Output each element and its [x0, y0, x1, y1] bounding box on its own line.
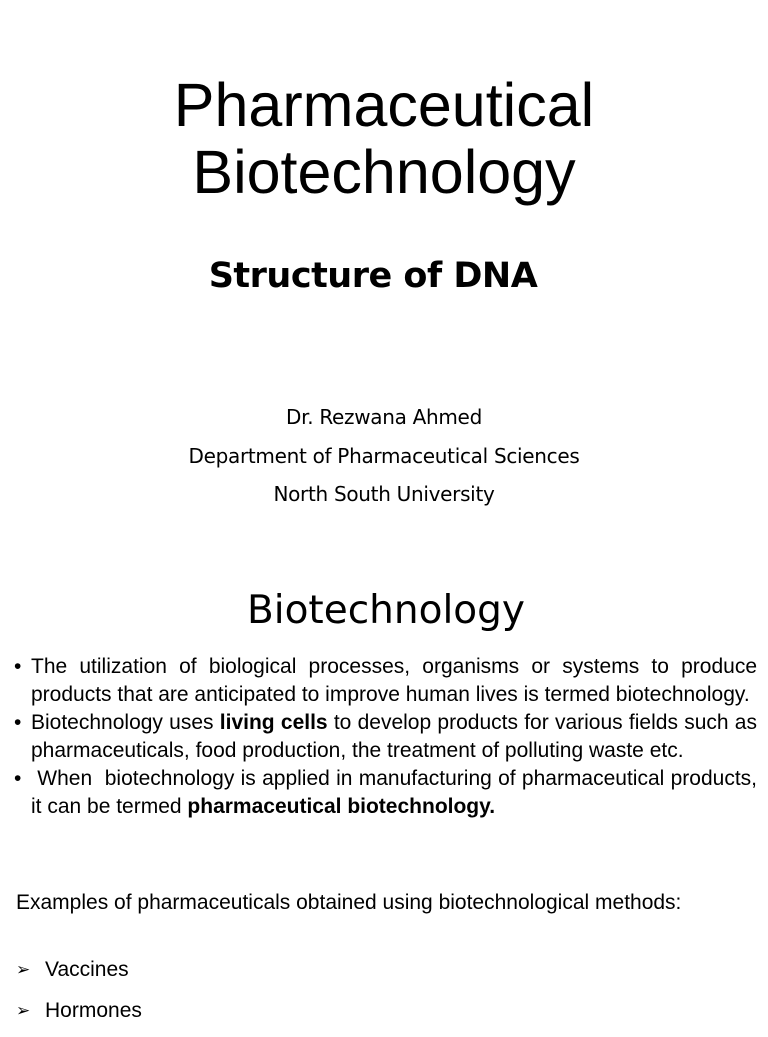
bullet-text-bold: living cells — [219, 711, 328, 734]
author-block — [0, 398, 768, 514]
bullet-text-pre: Biotechnology uses — [31, 711, 220, 734]
list-item — [16, 996, 142, 1037]
bullet-list — [14, 653, 763, 821]
list-item — [16, 955, 142, 996]
title-line-1: Pharmaceutical — [173, 71, 595, 139]
arrow-bullet-icon: ➢ — [16, 1001, 31, 1021]
author-university: North South University — [273, 482, 495, 506]
bullet-item — [14, 709, 757, 765]
slide-subtitle: Structure of DNA — [208, 256, 538, 296]
bullet-item — [14, 653, 757, 709]
bullet-text: The utilization of biological processes, organisms or systems to produce products that are anticipated to improve human lives is termed biotechnology. — [31, 655, 757, 706]
bullet-icon: • — [14, 655, 22, 678]
bullet-text-pre: When biotechnology is applied in manufacturing of pharmaceutical products, it can be termed — [31, 767, 763, 818]
bullet-text-post: to develop products for various fields such as pharmaceuticals, food production, the treatment of polluting waste etc. — [31, 711, 757, 762]
author-department: Department of Pharmaceutical Sciences — [188, 443, 580, 468]
arrow-bullet-icon: ➢ — [16, 960, 31, 980]
bullet-icon: • — [14, 711, 22, 734]
examples-list — [16, 955, 142, 1037]
bullet-item — [14, 765, 763, 821]
example-label: Vaccines — [45, 958, 129, 981]
examples-intro: Examples of pharmaceuticals obtained using biotechnological methods: — [16, 891, 682, 914]
section-heading: Biotechnology — [246, 588, 525, 633]
bullet-icon: • — [14, 767, 22, 790]
slide-title — [0, 72, 768, 206]
example-label: Hormones — [45, 999, 142, 1022]
bullet-text-bold: pharmaceutical biotechnology. — [187, 795, 496, 818]
title-line-2: Biotechnology — [192, 138, 576, 206]
author-name: Dr. Rezwana Ahmed — [286, 405, 482, 429]
